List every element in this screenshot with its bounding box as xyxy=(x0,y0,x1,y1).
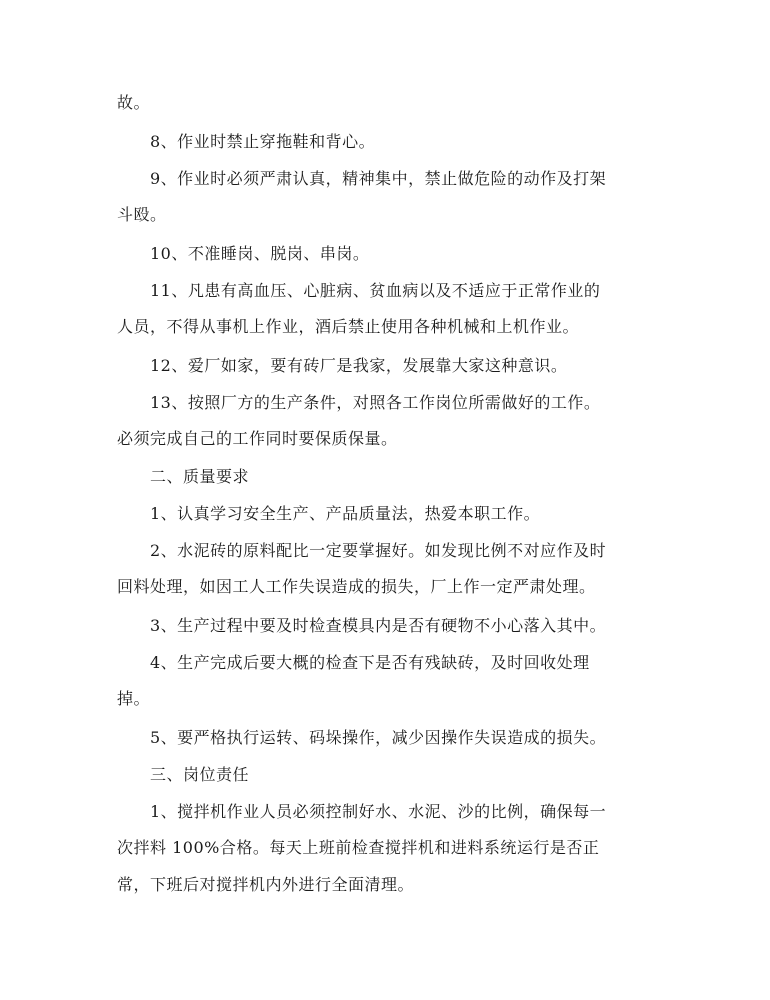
text-line: 常，下班后对搅拌机内外进行全面清理。 xyxy=(117,875,415,894)
text-line: 1、搅拌机作业人员必须控制好水、水泥、沙的比例，确保每一 xyxy=(150,802,607,821)
text-line: 3、生产过程中要及时检查模具内是否有硬物不小心落入其中。 xyxy=(150,616,607,635)
text-line: 12、爱厂如家，要有砖厂是我家，发展靠大家这种意识。 xyxy=(150,356,568,375)
section-heading: 二、质量要求 xyxy=(150,467,250,486)
section-heading: 三、岗位责任 xyxy=(150,765,250,784)
text-line: 10、不准睡岗、脱岗、串岗。 xyxy=(150,244,370,263)
text-line: 1、认真学习安全生产、产品质量法，热爱本职工作。 xyxy=(150,504,541,523)
text-line: 11、凡患有高血压、心脏病、贫血病以及不适应于正常作业的 xyxy=(150,281,601,300)
text-line: 回料处理，如因工人工作失误造成的损失，厂上作一定严肃处理。 xyxy=(117,577,596,596)
text-line: 9、作业时必须严肃认真，精神集中，禁止做危险的动作及打架 xyxy=(150,169,607,188)
text-line: 5、要严格执行运转、码垛操作，减少因操作失误造成的损失。 xyxy=(150,728,607,747)
text-line: 4、生产完成后要大概的检查下是否有残缺砖，及时回收处理 xyxy=(150,653,590,672)
text-line: 13、按照厂方的生产条件，对照各工作岗位所需做好的工作。 xyxy=(150,393,601,412)
text-line: 次拌料 100%合格。每天上班前检查搅拌机和进料系统运行是否正 xyxy=(117,838,600,857)
text-line: 2、水泥砖的原料配比一定要掌握好。如发现比例不对应作及时 xyxy=(150,541,607,560)
text-line: 8、作业时禁止穿拖鞋和背心。 xyxy=(150,132,376,151)
text-line: 必须完成自己的工作同时要保质保量。 xyxy=(117,429,398,448)
text-line: 人员，不得从事机上作业，酒后禁止使用各种机械和上机作业。 xyxy=(117,317,580,336)
text-line: 掉。 xyxy=(117,689,151,708)
text-line: 斗殴。 xyxy=(117,205,167,224)
text-line: 故。 xyxy=(117,93,151,112)
